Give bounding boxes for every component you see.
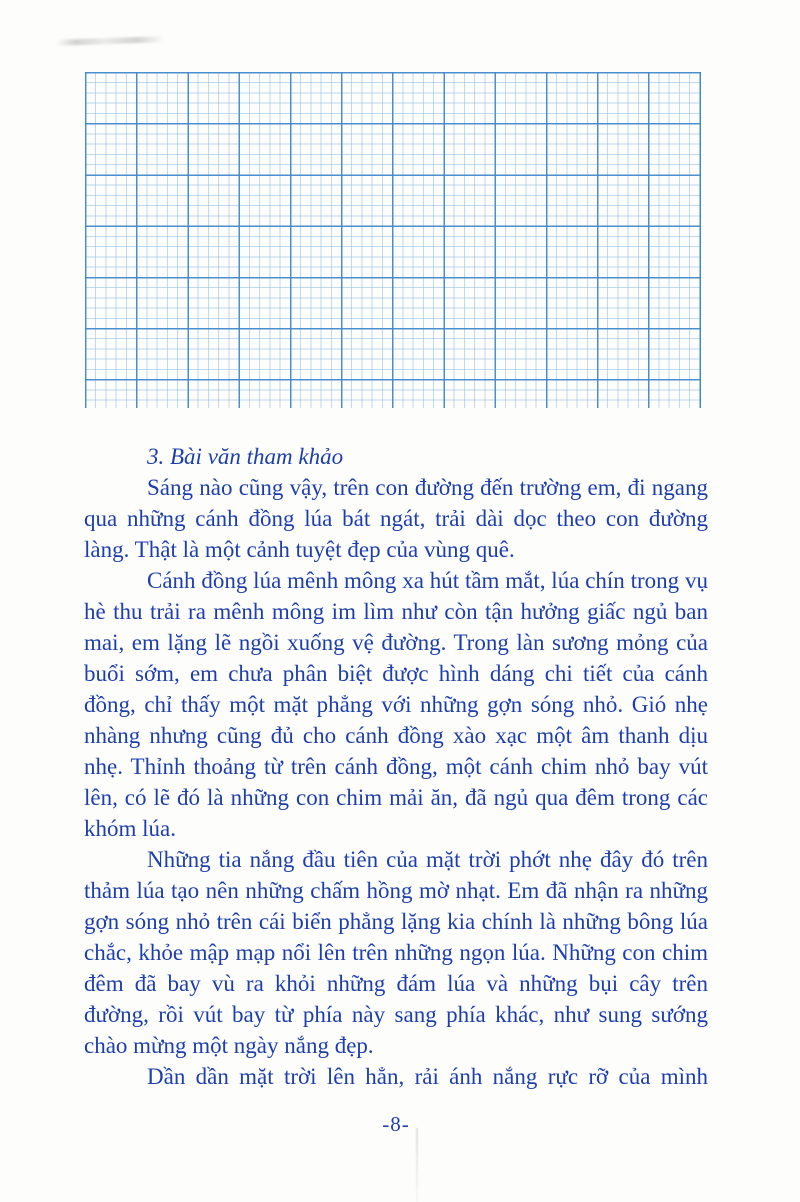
page-number: -8-	[382, 1112, 410, 1136]
section-heading: 3. Bài văn tham khảo	[147, 444, 344, 469]
paragraph: Sáng nào cũng vậy, trên con đường đến trường em, đi ngang qua những cánh đồng lúa bát ngát, trải dài dọc theo con đường làng. Thật là một cảnh tuyệt đẹp của vùng quê.	[84, 475, 708, 562]
graph-paper-grid	[85, 72, 701, 408]
paragraph: Cánh đồng lúa mênh mông xa hút tầm mắt, lúa chín trong vụ hè thu trải ra mênh mông im lìm như còn tận hưởng giấc ngủ ban mai, em lặng lẽ ngồi xuống vệ đường. Trong làn sương mỏng của buổi sớm, em chưa phân biệt được hình dáng chi tiết của cánh đồng, chỉ thấy một mặt phẳng với những gợn sóng nhỏ. Gió nhẹ nhàng nhưng cũng đủ cho cánh đồng xào xạc một âm thanh dịu nhẹ. Thỉnh thoảng từ trên cánh đồng, một cánh chim nhỏ bay vút lên, có lẽ đó là những con chim mải ăn, đã ngủ qua đêm trong các khóm lúa.	[84, 568, 708, 841]
scan-artifact-bottom	[416, 1128, 418, 1202]
text-content	[84, 441, 708, 1092]
paragraph-continued: Dần dần mặt trời lên hẳn, rải ánh nắng rực rỡ của mình	[147, 1064, 708, 1089]
scan-artifact-top	[56, 36, 164, 46]
paragraph: Những tia nắng đầu tiên của mặt trời phớt nhẹ đây đó trên thảm lúa tạo nên những chấm hồng mờ nhạt. Em đã nhận ra những gợn sóng nhỏ trên cái biển phẳng lặng kia chính là những bông lúa chắc, khỏe mập mạp nổi lên trên những ngọn lúa. Những con chim đêm đã bay vù ra khỏi những đám lúa và những bụi cây trên đường, rồi vút bay từ phía này sang phía khác, như sung sướng chào mừng một ngày nắng đẹp.	[84, 847, 708, 1058]
